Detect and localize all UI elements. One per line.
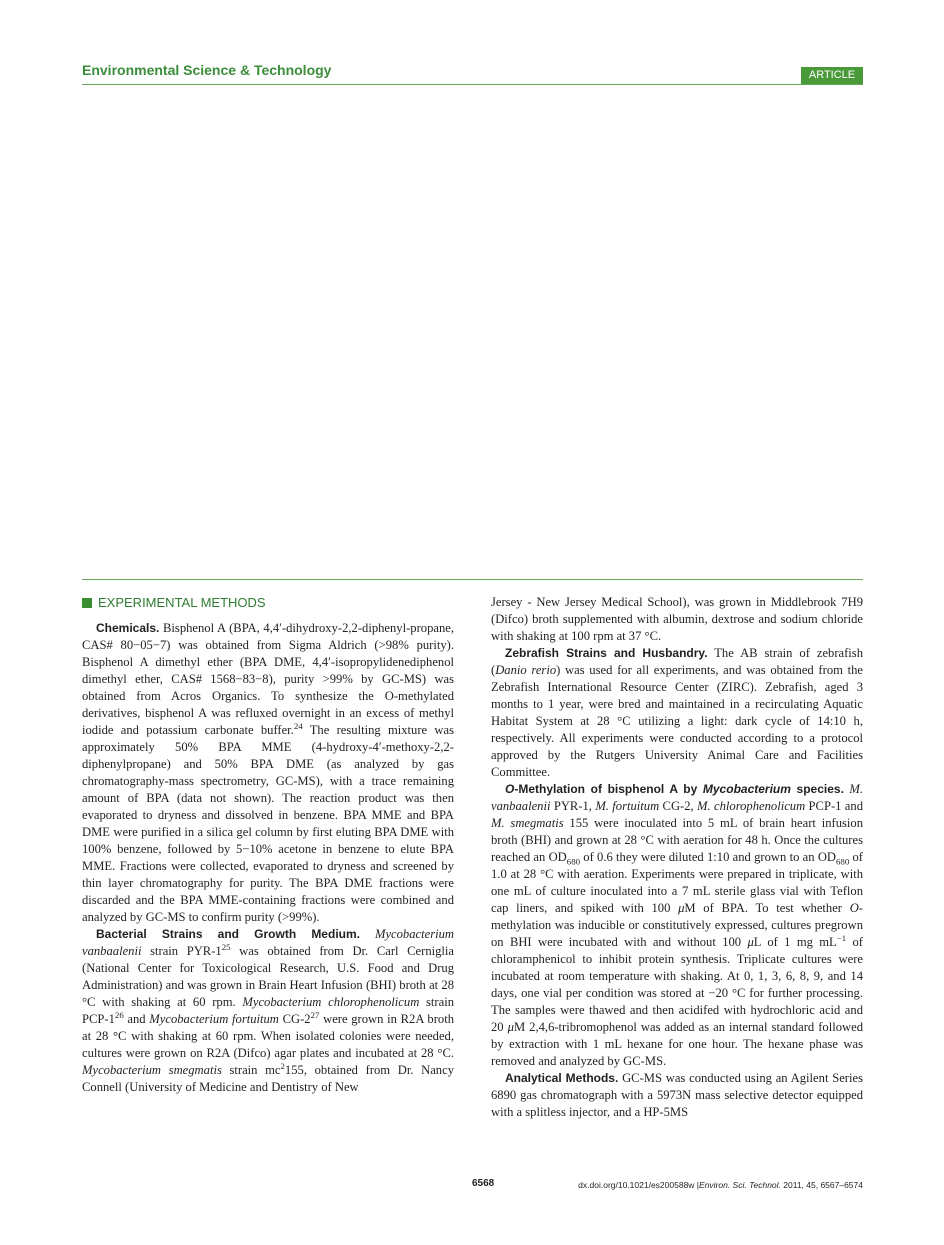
- omethylation-heading: [505, 782, 844, 796]
- footer-citation: [578, 1180, 863, 1190]
- volume-info: 2011, 45, 6567–6574: [780, 1180, 863, 1190]
- bacterial-paragraph: [82, 926, 454, 1096]
- omethyl-text: of 0.6 they were diluted 1:10 and grown to an OD: [580, 850, 837, 864]
- chemicals-ref: 24: [293, 720, 303, 731]
- section-heading: [82, 594, 454, 611]
- section-rule: [82, 579, 863, 580]
- ref-25: 25: [221, 941, 231, 952]
- ref-27: 27: [310, 1009, 320, 1020]
- left-column: [82, 594, 454, 1096]
- strain-sup: 2: [280, 1060, 285, 1071]
- bacterial-text: strain PYR-1: [141, 944, 222, 958]
- bacterial-text: strain mc: [221, 1063, 281, 1077]
- section-square-icon: [82, 598, 92, 608]
- omethyl-text: PCP-1 and: [805, 799, 863, 813]
- article-tag: ARTICLE: [801, 67, 863, 84]
- analytical-paragraph: [491, 1070, 863, 1121]
- bacterial-text: and: [123, 1012, 150, 1026]
- od-subscript: 680: [836, 856, 850, 867]
- zebrafish-text: ) was used for all experiments, and was obtained from the Zebrafish International Resource Center (ZIRC). Zebrafish, aged 3 months to 1 year, were bred and maintained in a recirculating Aquatic Habitat System at 28 °C utilizing a light: dark cycle of 14:10 h, respectively. All experiments were conducted according to a protocol approved by the Rutgers University Animal Care and Facilities Committee.: [491, 663, 863, 779]
- bacterial-text: CG-2: [278, 1012, 311, 1026]
- species-3: Mycobacterium fortuitum: [149, 1012, 279, 1026]
- omethyl-text: M of BPA. To test whether: [684, 901, 850, 915]
- journal-title: Environmental Science & Technology: [82, 62, 332, 78]
- omethyl-text: of chloramphenicol to inhibit protein synthesis. Triplicate cultures were incubated at room temperature with shaking. At 0, 1, 3, 6, 8, 9, and 14 days, one vial per condition was stored at −20 °C for further processing. The samples were thawed and then acidifed with hydrochloric acid and 20: [491, 935, 863, 1034]
- chemicals-text-2: The resulting mixture was approximately 50% BPA MME (4-hydroxy-4′-methoxy-2,2-diphenylpropane) and 50% BPA DME (as analyzed by gas chromatography-mass spectrometry, GC-MS), with a trace remaining amount of BPA (data not shown). The reaction product was then evaporated to dryness and dissolved in benzene. BPA MME and BPA DME were purified in a silica gel column by first eluting BPA DME with 100% benzene, followed by 5−10% acetone in benzene to elute BPA MME. Fractions were collected, evaporated to dryness and screened by thin layer chromatography for purity. The BPA DME fractions were discarded and the BPA MME-containing fractions were combined and analyzed by GC-MS to confirm purity (>99%).: [82, 723, 455, 924]
- omethyl-text: L of 1 mg mL: [753, 935, 837, 949]
- analytical-text: GC-MS was conducted using an Agilent Series 6890 gas chromatograph with a 5973N mass selective detector equipped with a splitless injector, and a HP-5MS: [491, 1071, 863, 1119]
- bacterial-text: were grown in R2A broth at 28 °C with shaking at 60 rpm. When isolated colonies were needed, cultures were grown on R2A (Difco) agar plates and incubated at 28 °C.: [82, 1012, 454, 1060]
- right-column: [491, 594, 863, 1121]
- zebrafish-paragraph: [491, 645, 863, 781]
- mu-symbol: μ: [507, 1020, 514, 1034]
- unit-exponent: −1: [836, 932, 847, 943]
- species: M. fortuitum: [595, 799, 660, 813]
- bacterial-text: strain PCP-1: [82, 995, 454, 1026]
- bacterial-heading: Bacterial Strains and Growth Medium.: [96, 927, 360, 941]
- bacterial-text: was obtained from Dr. Carl Cerniglia (National Center for Toxicological Research, U.S. Food and Drug Administration) and was grown in Brain Heart Infusion (BHI) broth at 28 °C with shaking at 60 rpm.: [82, 944, 455, 1009]
- species-2: Mycobacterium chlorophenolicum: [242, 995, 420, 1009]
- species-1: Mycobacterium vanbaalenii: [82, 927, 454, 958]
- chemicals-text-1: Bisphenol A (BPA, 4,4′-dihydroxy-2,2-diphenyl-propane, CAS# 80−05−7) was obtained from Sigma Aldrich (>98% purity). Bisphenol A dimethyl ether (BPA DME, 4,4′-isopropylidenediphenol dimethyl ether, CAS# 1568−83−8), purity >99% by GC-MS) was obtained from Acros Organics. To synthesize the O-methylated derivatives, bisphenol A was refluxed overnight in an excess of methyl iodide and potassium carbonate buffer.: [82, 621, 454, 737]
- zebrafish-species: Danio rerio: [495, 663, 557, 677]
- omethyl-text: -methylation was inducible or constitutively expressed, cultures pregrown on BHI were incubated with and without 100: [491, 901, 863, 949]
- od-subscript: 680: [566, 856, 580, 867]
- section-title: EXPERIMENTAL METHODS: [98, 595, 266, 610]
- zebrafish-heading: Zebrafish Strains and Husbandry.: [505, 646, 708, 660]
- species: M. vanbaalenii: [491, 782, 863, 813]
- doi-link[interactable]: dx.doi.org/10.1021/es200588w |: [578, 1180, 699, 1190]
- page-number: 6568: [472, 1178, 495, 1189]
- bacterial-continuation: Jersey - New Jersey Medical School), was grown in Middlebrook 7H9 (Difco) broth supplemented with albumin, dextrose and sodium chloride with shaking at 100 rpm at 37 °C.: [491, 595, 863, 643]
- journal-abbreviation: Environ. Sci. Technol.: [699, 1180, 781, 1190]
- mu-symbol: μ: [747, 935, 754, 949]
- species: M. chlorophenolicum: [697, 799, 806, 813]
- chemicals-heading: Chemicals.: [96, 621, 160, 635]
- analytical-heading: Analytical Methods.: [505, 1071, 619, 1085]
- omethylation-paragraph: [491, 781, 863, 1070]
- ref-26: 26: [114, 1009, 124, 1020]
- heading-text: -Methylation of bisphenol A by: [514, 782, 703, 796]
- header-rule: [82, 84, 863, 85]
- omethyl-text: 155 were inoculated into 5 mL of brain heart infusion broth (BHI) and grown at 28 °C with aeration for 48 h. Once the cultures reached an OD: [491, 816, 863, 864]
- heading-o: O: [505, 782, 515, 796]
- zebrafish-text: The AB strain of zebrafish (: [491, 646, 864, 677]
- chemicals-paragraph: [82, 620, 454, 926]
- omethyl-text: of 1.0 at 28 °C with aeration. Experiments were prepared in triplicate, with one mL of culture inoculated into a 7 mL sterile glass vial with Teflon cap liners, and spiked with 100: [491, 850, 863, 915]
- species-4: Mycobacterium smegmatis: [82, 1063, 222, 1077]
- omethyl-text: M 2,4,6-tribromophenol was added as an internal standard followed by extraction with 1 mL hexane for one hour. The hexane phase was removed and analyzed by GC-MS.: [491, 1020, 863, 1068]
- omethyl-text: CG-2,: [659, 799, 698, 813]
- o-symbol: O: [849, 901, 859, 915]
- mu-symbol: μ: [678, 901, 685, 915]
- omethyl-text: PYR-1,: [550, 799, 596, 813]
- species: M. smegmatis: [491, 816, 564, 830]
- heading-genus: Mycobacterium: [702, 782, 791, 796]
- bacterial-text: 155, obtained from Dr. Nancy Connell (University of Medicine and Dentistry of New: [82, 1063, 454, 1094]
- heading-text: species.: [790, 782, 844, 796]
